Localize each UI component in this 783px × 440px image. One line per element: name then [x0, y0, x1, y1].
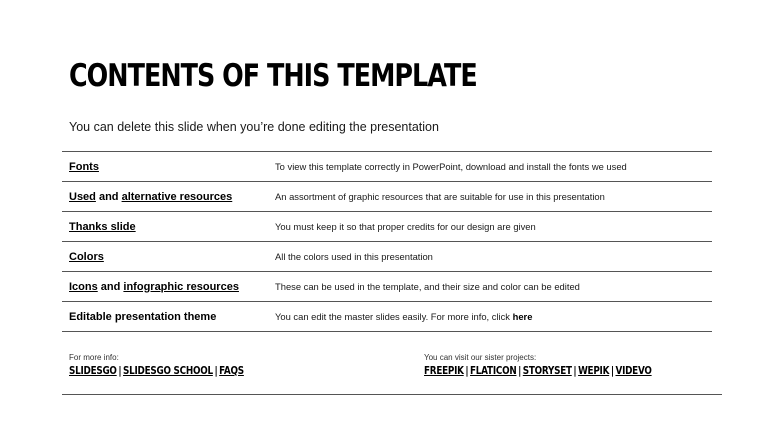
- footer-links: [424, 365, 652, 377]
- row-label: [62, 281, 269, 293]
- separator: |: [465, 365, 469, 377]
- table-row: [62, 182, 712, 212]
- table-row: [62, 302, 712, 332]
- separator: |: [214, 365, 218, 377]
- used-link[interactable]: Used: [69, 190, 96, 203]
- page-title: CONTENTS OF THIS TEMPLATE: [69, 58, 477, 94]
- table-row: [62, 272, 712, 302]
- footer-sister-projects: [424, 353, 695, 377]
- row-label: [62, 191, 269, 203]
- row-label: Editable presentation theme: [69, 310, 217, 323]
- footer-caption: You can visit our sister projects:: [424, 353, 537, 362]
- storyset-link[interactable]: STORYSET: [522, 365, 572, 377]
- icons-link[interactable]: Icons: [69, 280, 98, 293]
- flaticon-link[interactable]: FLATICON: [470, 365, 517, 377]
- separator: |: [610, 365, 614, 377]
- colors-link[interactable]: Colors: [69, 250, 104, 263]
- fonts-link[interactable]: Fonts: [69, 160, 99, 173]
- table-row: [62, 242, 712, 272]
- row-label: [62, 251, 269, 263]
- connector-text: and: [97, 280, 124, 293]
- slidesgo-link[interactable]: SLIDESGO: [69, 365, 117, 377]
- subtitle: You can delete this slide when you’re done editing the presentation: [69, 120, 439, 134]
- footer-links: [69, 365, 244, 377]
- slidesgo-school-link[interactable]: SLIDESGO SCHOOL: [123, 365, 213, 377]
- row-description: To view this template correctly in PowerPoint, download and install the fonts we used: [275, 161, 627, 172]
- contents-table: [62, 151, 712, 332]
- row-label: [62, 221, 269, 233]
- row-description: These can be used in the template, and their size and color can be edited: [275, 281, 580, 292]
- connector-text: and: [95, 190, 122, 203]
- freepik-link[interactable]: FREEPIK: [424, 365, 464, 377]
- infographic-resources-link[interactable]: infographic resources: [123, 280, 239, 293]
- row-description: All the colors used in this presentation: [275, 251, 433, 262]
- description-text: You can edit the master slides easily. For more info, click: [275, 311, 513, 322]
- thanks-slide-link[interactable]: Thanks slide: [69, 220, 136, 233]
- row-description: An assortment of graphic resources that are suitable for use in this presentation: [275, 191, 605, 202]
- footer-info: [69, 353, 277, 377]
- faqs-link[interactable]: FAQS: [219, 365, 244, 377]
- separator: |: [118, 365, 122, 377]
- bottom-divider: [62, 394, 722, 395]
- alternative-resources-link[interactable]: alternative resources: [121, 190, 233, 203]
- videvo-link[interactable]: VIDEVO: [615, 365, 652, 377]
- separator: |: [573, 365, 577, 377]
- row-description: You must keep it so that proper credits for our design are given: [275, 221, 536, 232]
- row-label: [62, 161, 269, 173]
- table-row: [62, 212, 712, 242]
- here-link[interactable]: here: [512, 311, 533, 322]
- separator: |: [518, 365, 522, 377]
- wepik-link[interactable]: WEPIK: [578, 365, 610, 377]
- footer-caption: For more info:: [69, 353, 119, 362]
- table-row: [62, 152, 712, 182]
- row-description: [269, 311, 712, 322]
